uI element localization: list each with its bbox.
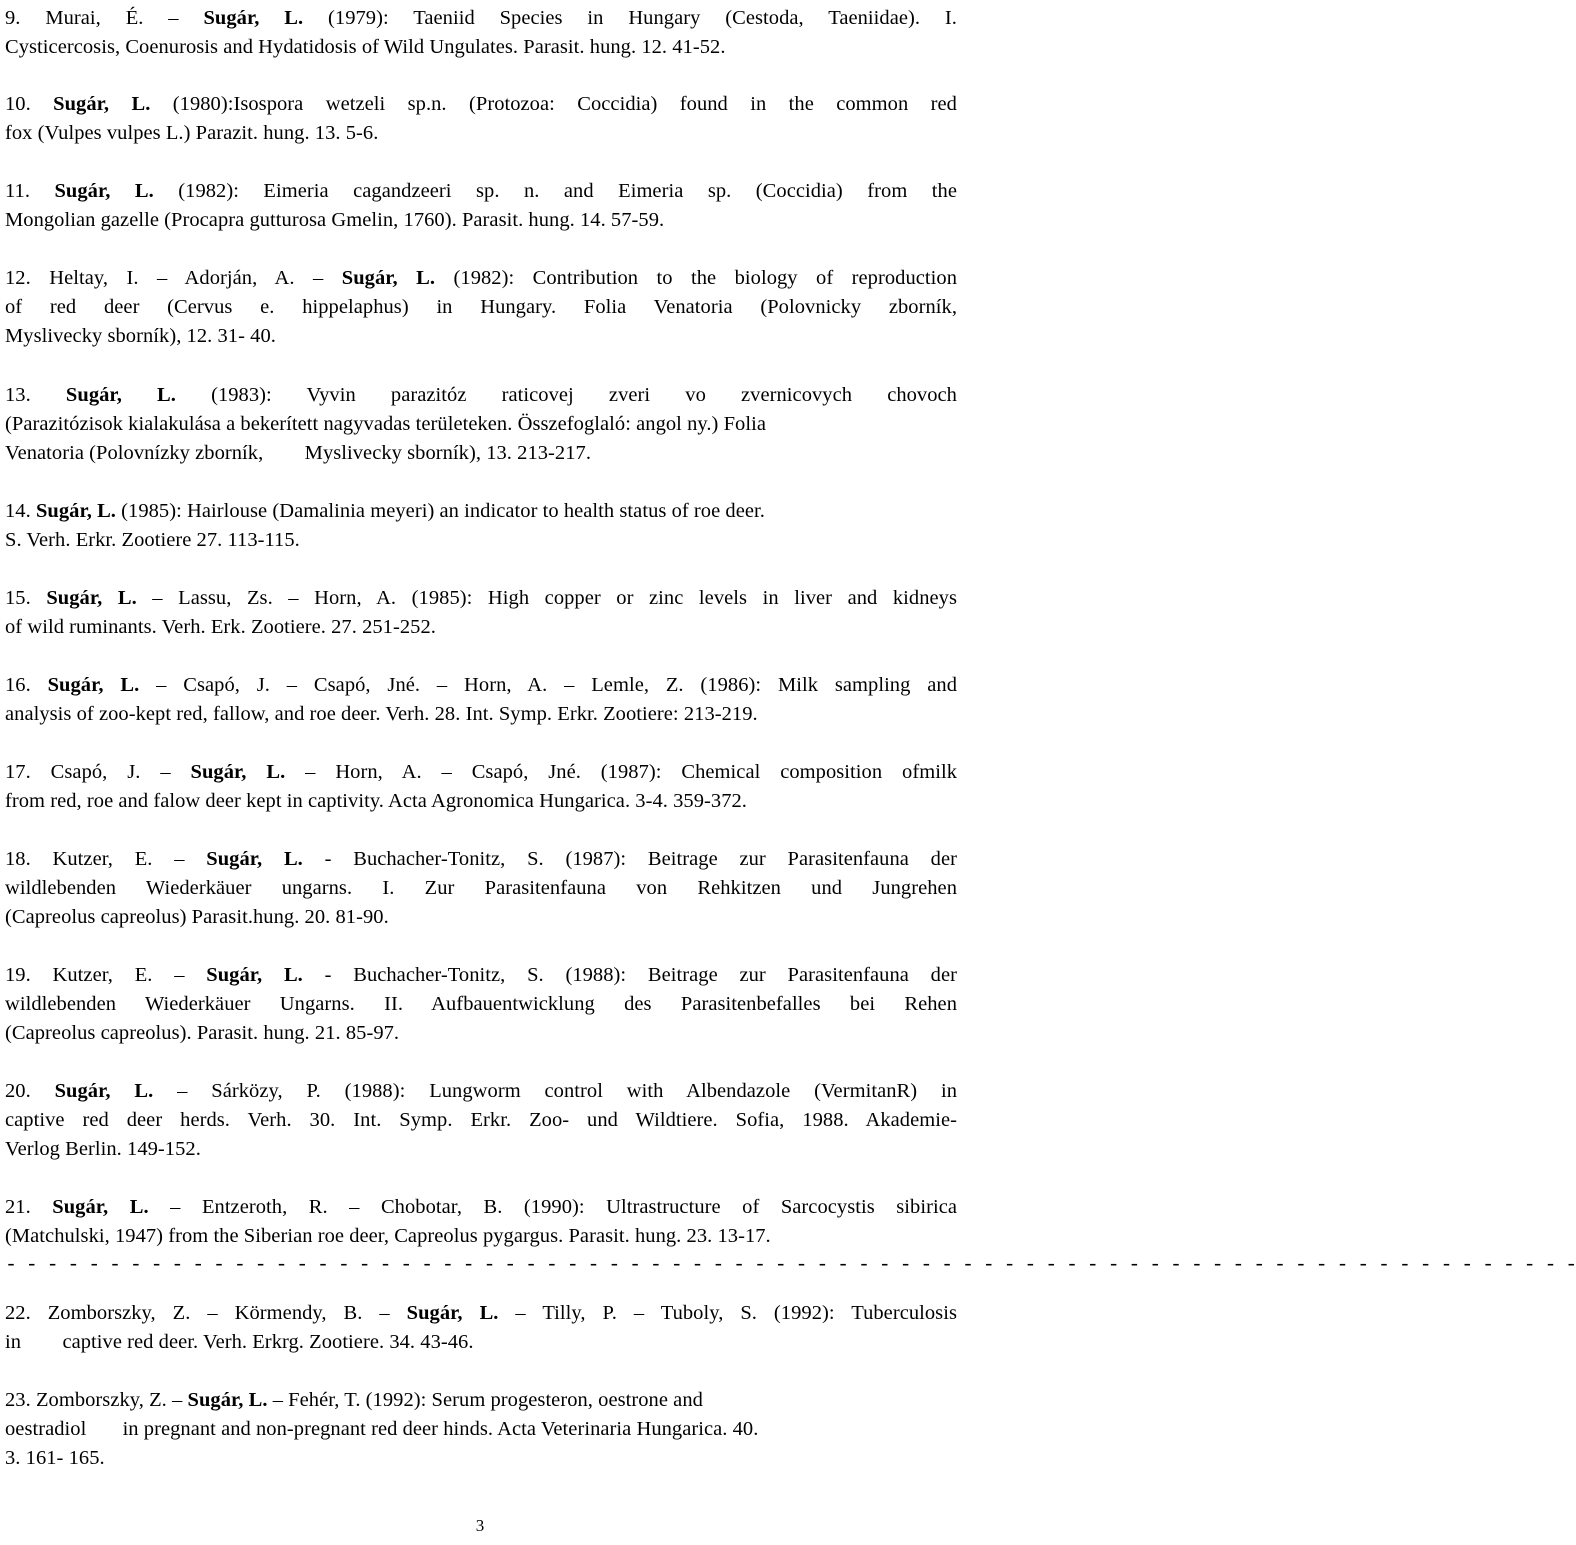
- author-name-bold: Sugár, L.: [206, 848, 303, 870]
- reference-line: (Capreolus capreolus). Parasit. hung. 21. 85-97.: [5, 1022, 400, 1044]
- separator-line: - - - - - - - - - - - - - - - - - - - - - - - - - - - - - - - - - - - - - - - - - - - - - - - - - - - - - - - - - - - - - - - - - - - - - - - - - - - -: [5, 1254, 1576, 1277]
- reference-line: 10. Sugár, L. (1980):Isospora wetzeli sp.n. (Protozoa: Coccidia) found in the common red: [5, 93, 957, 115]
- reference-entry-22: [5, 1299, 957, 1357]
- reference-line: 23. Zomborszky, Z. – Sugár, L. – Fehér, T. (1992): Serum progesteron, oestrone and: [5, 1389, 703, 1411]
- reference-line: wildlebenden Wiederkäuer Ungarns. II. Aufbauentwicklung des Parasitenbefalles bei Rehen: [5, 993, 957, 1015]
- author-name-bold: Sugár, L.: [35, 500, 116, 522]
- reference-line: 17. Csapó, J. – Sugár, L. – Horn, A. – Csapó, Jné. (1987): Chemical composition ofmilk: [5, 761, 957, 783]
- reference-line: Mongolian gazelle (Procapra gutturosa Gmelin, 1760). Parasit. hung. 14. 57-59.: [5, 209, 665, 231]
- reference-line: 14. Sugár, L. (1985): Hairlouse (Damalinia meyeri) an indicator to health status of roe deer.: [5, 500, 765, 522]
- reference-line: fox (Vulpes vulpes L.) Parazit. hung. 13. 5-6.: [5, 122, 379, 144]
- author-name-bold: Sugár, L.: [187, 1389, 268, 1411]
- author-name-bold: Sugár, L.: [47, 674, 140, 696]
- reference-line: 12. Heltay, I. – Adorján, A. – Sugár, L. (1982): Contribution to the biology of reproduction: [5, 267, 958, 289]
- author-name-bold: Sugár, L.: [206, 964, 303, 986]
- reference-line: 19. Kutzer, E. – Sugár, L. - Buchacher-Tonitz, S. (1988): Beitrage zur Parasitenfauna der: [5, 964, 957, 986]
- author-name-bold: Sugár, L.: [54, 1080, 154, 1102]
- reference-entry-23: [5, 1386, 957, 1473]
- reference-line: (Matchulski, 1947) from the Siberian roe deer, Capreolus pygargus. Parasit. hung. 23. 13-17.: [5, 1225, 771, 1247]
- author-name-bold: Sugár, L.: [65, 384, 176, 406]
- reference-entry-12: [5, 264, 957, 351]
- reference-line: 20. Sugár, L. – Sárközy, P. (1988): Lungworm control with Albendazole (VermitanR) in: [5, 1080, 957, 1102]
- reference-line: 21. Sugár, L. – Entzeroth, R. – Chobotar, B. (1990): Ultrastructure of Sarcocystis sibirica: [5, 1196, 957, 1218]
- reference-line: (Capreolus capreolus) Parasit.hung. 20. 81-90.: [5, 906, 389, 928]
- author-name-bold: Sugár, L.: [53, 93, 151, 115]
- author-name-bold: Sugár, L.: [54, 180, 154, 202]
- reference-entry-13: [5, 381, 957, 468]
- reference-entry-15: [5, 584, 957, 642]
- reference-line: 11. Sugár, L. (1982): Eimeria cagandzeeri sp. n. and Eimeria sp. (Coccidia) from the: [5, 180, 957, 202]
- reference-line: Venatoria (Polovnízky zborník, Myslivecky sborník), 13. 213-217.: [5, 442, 592, 464]
- reference-entry-11: [5, 177, 957, 235]
- author-name-bold: Sugár, L.: [46, 587, 137, 609]
- reference-line: analysis of zoo-kept red, fallow, and roe deer. Verh. 28. Int. Symp. Erkr. Zootiere: 213-219.: [5, 703, 758, 725]
- reference-line: oestradiol in pregnant and non-pregnant red deer hinds. Acta Veterinaria Hungarica. 40.: [5, 1418, 759, 1440]
- reference-line: 22. Zomborszky, Z. – Körmendy, B. – Sugár, L. – Tilly, P. – Tuboly, S. (1992): Tuberculosis: [5, 1302, 957, 1324]
- reference-line: wildlebenden Wiederkäuer ungarns. I. Zur Parasitenfauna von Rehkitzen und Jungrehen: [5, 877, 957, 899]
- reference-entry-10: [5, 90, 957, 148]
- reference-entry-20: [5, 1077, 957, 1164]
- reference-line: of wild ruminants. Verh. Erk. Zootiere. 27. 251-252.: [5, 616, 436, 638]
- reference-line: 3. 161- 165.: [5, 1447, 105, 1469]
- reference-line: of red deer (Cervus e. hippelaphus) in Hungary. Folia Venatoria (Polovnicky zborník,: [5, 296, 957, 318]
- reference-entry-18: [5, 845, 957, 932]
- reference-line: S. Verh. Erkr. Zootiere 27. 113-115.: [5, 529, 300, 551]
- author-name-bold: Sugár, L.: [341, 267, 436, 289]
- reference-entry-17: [5, 758, 957, 816]
- author-name-bold: Sugár, L.: [52, 1196, 149, 1218]
- author-name-bold: Sugár, L.: [406, 1302, 499, 1324]
- reference-entry-9: [5, 4, 957, 62]
- reference-line: (Parazitózisok kialakulása a bekerített nagyvadas területeken. Összefoglaló: angol ny.) Folia: [5, 413, 766, 435]
- reference-line: Cysticercosis, Coenurosis and Hydatidosis of Wild Ungulates. Parasit. hung. 12. 41-52.: [5, 36, 726, 58]
- reference-line: captive red deer herds. Verh. 30. Int. Symp. Erkr. Zoo- und Wildtiere. Sofia, 1988. Akademie-: [5, 1109, 957, 1131]
- reference-entry-16: [5, 671, 957, 729]
- author-name-bold: Sugár, L.: [203, 7, 304, 29]
- reference-line: from red, roe and falow deer kept in captivity. Acta Agronomica Hungarica. 3-4. 359-372.: [5, 790, 747, 812]
- page-number: 3: [475, 1516, 485, 1535]
- author-name-bold: Sugár, L.: [190, 761, 286, 783]
- reference-entry-14: [5, 497, 957, 555]
- reference-line: 15. Sugár, L. – Lassu, Zs. – Horn, A. (1985): High copper or zinc levels in liver and kidneys: [5, 587, 957, 609]
- reference-line: 16. Sugár, L. – Csapó, J. – Csapó, Jné. – Horn, A. – Lemle, Z. (1986): Milk sampling and: [5, 674, 957, 696]
- reference-entry-21: [5, 1193, 957, 1251]
- reference-line: Verlog Berlin. 149-152.: [5, 1138, 201, 1160]
- reference-entry-19: [5, 961, 957, 1048]
- reference-line: Myslivecky sborník), 12. 31- 40.: [5, 325, 276, 347]
- reference-line: 9. Murai, É. – Sugár, L. (1979): Taeniid Species in Hungary (Cestoda, Taeniidae). I.: [5, 7, 957, 29]
- reference-line: 18. Kutzer, E. – Sugár, L. - Buchacher-Tonitz, S. (1987): Beitrage zur Parasitenfauna der: [5, 848, 957, 870]
- reference-line: in captive red deer. Verh. Erkrg. Zootiere. 34. 43-46.: [5, 1331, 474, 1353]
- reference-line: 13. Sugár, L. (1983): Vyvin parazitóz raticovej zveri vo zvernicovych chovoch: [5, 384, 957, 406]
